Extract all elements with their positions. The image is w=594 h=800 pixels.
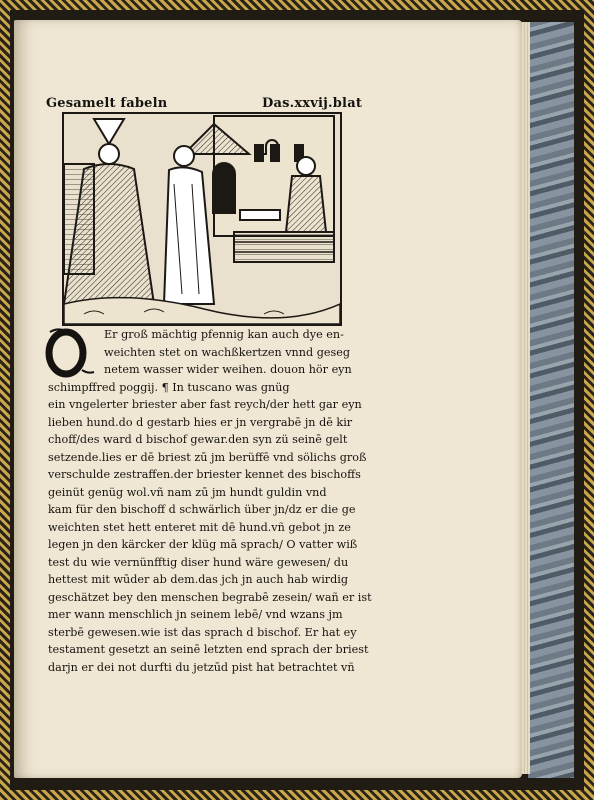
text-line: schimpffred poggij. ¶ In tuscano was gnüg <box>48 380 290 394</box>
woodcut-bishop-scene-icon <box>62 112 342 326</box>
body-text-block <box>48 326 380 676</box>
text-line: weichten stet hett enteret mit dē hund.vñ gebot jn ze <box>48 520 351 534</box>
text-line: mer wann menschlich jn seinem lebē/ vnd wzans jm <box>48 608 343 621</box>
text-line: choff/des ward d bischof gewar.den syn zü seinē gelt <box>48 433 348 446</box>
text-line: lieben hund.do d gestarb hies er jn vergrabē jn dē kir <box>48 415 353 429</box>
text-line: sterbē gewesen.wie ist das sprach d bischof. Er hat ey <box>48 625 357 639</box>
text-line: kam für den bischoff d schwärlich über jn/dz er die ge <box>48 503 356 516</box>
text-line: verschulde zestraffen.der briester kennet des bischoffs <box>48 468 361 481</box>
text-line: testament gesetzt an seinē letzten end sprach der briest <box>48 643 369 656</box>
text-line: geinüt genüg wol.vñ nam zū jm hundt guldin vnd <box>48 485 327 499</box>
text-line: weichten stet on wachßkertzen vnnd geseg <box>104 345 350 359</box>
text-line: legen jn den kärcker der klüg mā sprach/ O vatter wiß <box>48 538 358 551</box>
text-line: hettest mit wūder ab dem.das jch jn auch hab wirdig <box>48 573 349 586</box>
folio-number: Das.xxvij.blat <box>262 96 363 111</box>
text-line: netem wasser wider weihen. douon hör eyn <box>104 363 352 376</box>
running-header-title: Gesamelt fabeln <box>46 96 168 111</box>
text-line: geschätzet bey den menschen begrabē zesein/ wañ er ist <box>48 590 372 604</box>
text-line: Er groß mächtig pfennig kan auch dye en‐ <box>104 328 344 341</box>
text-line: setzende.lies er dē briest zū jm berüffē vnd sölichs groß <box>48 450 367 464</box>
text-line: darjn er dei not durfti du jetzūd pist hat betrachtet vñ <box>48 660 355 674</box>
text-line: ein vngelerter briester aber fast reych/der hett gar eyn <box>48 398 362 411</box>
text-line: test du wie vernünfftig diser hund wäre gewesen/ du <box>48 555 349 569</box>
marbled-endpaper <box>528 22 574 778</box>
